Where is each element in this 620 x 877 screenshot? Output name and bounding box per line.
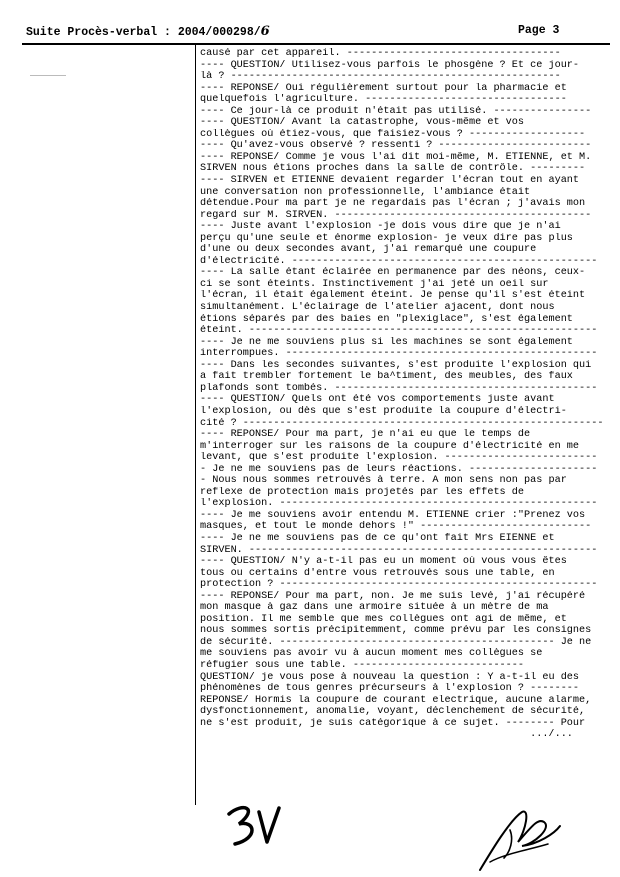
text-line: ---- Juste avant l'explosion -je dois vous dire que je n'ai: [200, 221, 561, 233]
text-line: simultanément. L'éclairage de l'atelier ajacent, dont nous: [200, 302, 555, 314]
text-line: l'écran, il était également éteint. Je pense qu'il s'est éteint: [200, 290, 586, 302]
text-line: nous sommes sortis précipitemment, comme prévu par les consignes: [200, 625, 592, 637]
text-line: - Nous nous sommes retrouvés à terre. A mon sens non pas par: [200, 475, 567, 487]
text-line: de sécurité. --------------------------------------------- Je ne: [200, 636, 592, 648]
text-line: d'électricité. --------------------------------------------------: [200, 255, 598, 267]
text-line: .../...: [200, 729, 573, 741]
text-line: m'interroger sur les raisons de la coupure d'électricité en me: [200, 440, 580, 452]
text-line: collègues où étiez-vous, que faisiez-vous ? -------------------: [200, 128, 586, 140]
text-line: dysfonctionnement, anomalie, voyant, déclenchement de sécurité,: [200, 706, 586, 718]
statement-body: [200, 48, 604, 741]
text-line: me souviens pas avoir vu à aucun moment mes collègues se: [200, 648, 543, 660]
text-line: ---- REPONSE/ Pour ma part, non. Je me suis levé, j'ai récupéré: [200, 590, 586, 602]
page-number: Page 3: [518, 24, 560, 37]
text-line: étions séparés par des baies en "plexiglace", s'est également: [200, 313, 573, 325]
text-line: regard sur M. SIRVEN. ------------------------------------------: [200, 209, 592, 221]
text-line: mon masque à gaz dans une armoire située à un mètre de ma: [200, 602, 549, 614]
document-header-reference: [26, 24, 270, 39]
text-line: a fait trembler fortement le ba^timent, des meubles, des faux: [200, 371, 573, 383]
text-line: ---- QUESTION/ Avant la catastrophe, vous-même et vos: [200, 117, 525, 129]
text-line: - Je ne me souviens pas de leurs réactions. ---------------------: [200, 463, 598, 475]
text-line: ---- Je me souviens avoir entendu M. ETIENNE crier :"Prenez vos: [200, 509, 586, 521]
text-line: ---- Je ne me souviens pas de ce qu'ont fait Mrs EIENNE et: [200, 532, 555, 544]
text-line: ---- QUESTION/ Utilisez-vous parfois le phosgène ? Et ce jour-: [200, 59, 580, 71]
text-line: levant, que s'est produite l'explosion. -------------------------: [200, 452, 598, 464]
text-line: ---- Je ne me souviens plus si les machines se sont également: [200, 336, 573, 348]
text-line: ---- QUESTION/ Quels ont été vos comportements juste avant: [200, 394, 555, 406]
text-line: ---- REPONSE/ Pour ma part, je n'ai eu que le temps de: [200, 429, 531, 441]
text-line: QUESTION/ je vous pose à nouveau la question : Y a-t-il eu des: [200, 671, 580, 683]
text-line: là ? ------------------------------------------------------: [200, 71, 561, 83]
handwritten-reference-digit: 6: [260, 24, 270, 39]
text-line: phénomènes de tous genres précurseurs à l'explosion ? --------: [200, 683, 580, 695]
text-line: interrompues. ---------------------------------------------------: [200, 348, 598, 360]
text-line: causé par cet appareil. -----------------------------------: [200, 48, 561, 59]
signature: [470, 800, 570, 875]
text-line: protection ? ----------------------------------------------------: [200, 579, 598, 591]
text-line: ---- Dans les secondes suivantes, s'est produite l'explosion qui: [200, 359, 592, 371]
text-line: REPONSE/ Hormis la coupure de courant electrique, aucune alarme,: [200, 694, 592, 706]
text-line: une conversation non professionnelle, l'ambiance était: [200, 186, 531, 198]
text-line: plafonds sont tombés. -------------------------------------------: [200, 382, 598, 394]
text-line: éteint. ---------------------------------------------------------: [200, 325, 598, 337]
text-line: position. Il me semble que mes collègues ont agi de même, et: [200, 613, 567, 625]
text-line: détendue.Pour ma part je ne regardais pas l'écran ; j'avais mon: [200, 198, 586, 210]
text-line: tous ou certains d'entre vous retrouvés sous une table, en: [200, 567, 555, 579]
margin-mark: [30, 75, 66, 76]
text-line: l'explosion, ou dès que s'est produite la coupure d'électri-: [200, 405, 567, 417]
text-line: masques, et tout le monde dehors !" ----------------------------: [200, 521, 592, 533]
text-line: ---- REPONSE/ Comme je vous l'ai dit moi-même, M. ETIENNE, et M.: [200, 151, 592, 163]
text-line: reflexe de protection mais projetés par les effets de: [200, 486, 525, 498]
text-line: quelquefois l'agriculture. ---------------------------------: [200, 94, 567, 106]
text-line: l'explosion. ----------------------------------------------------: [200, 498, 598, 510]
text-line: ---- Qu'avez-vous observé ? ressenti ? -------------------------: [200, 140, 592, 152]
text-line: ci se sont éteints. Instinctivement j'ai jeté un oeil sur: [200, 278, 549, 290]
text-line: d'une ou deux secondes avant, j'ai remarqué une coupure: [200, 244, 537, 256]
initials-signature: [225, 800, 285, 855]
text-line: SIRVEN nous étions proches dans la salle de contrôle. ---------: [200, 163, 586, 175]
header-divider: [22, 43, 610, 45]
header-reference-text: Suite Procès-verbal : 2004/000298/: [26, 26, 261, 39]
text-line: réfugier sous une table. ----------------------------: [200, 659, 525, 671]
text-line: ---- SIRVEN et ETIENNE devaient regarder l'écran tout en ayant: [200, 175, 580, 187]
text-line: SIRVEN. ---------------------------------------------------------: [200, 544, 598, 556]
text-line: cité ? -----------------------------------------------------------: [200, 417, 604, 429]
text-line: ---- QUESTION/ N'y a-t-il pas eu un moment où vous vous êtes: [200, 556, 567, 568]
text-line: ---- Ce jour-là ce produit n'était pas utilisé. ----------------: [200, 105, 592, 117]
text-line: ---- La salle étant éclairée en permanence par des néons, ceux-: [200, 267, 586, 279]
text-line: ne s'est produit, je suis catégorique à ce sujet. -------- Pour: [200, 717, 586, 729]
text-line: ---- REPONSE/ Oui régulièrement surtout pour la pharmacie et: [200, 82, 567, 94]
margin-divider: [195, 45, 196, 805]
text-line: perçu qu'une seule et énorme explosion- je veux dire pas plus: [200, 232, 573, 244]
